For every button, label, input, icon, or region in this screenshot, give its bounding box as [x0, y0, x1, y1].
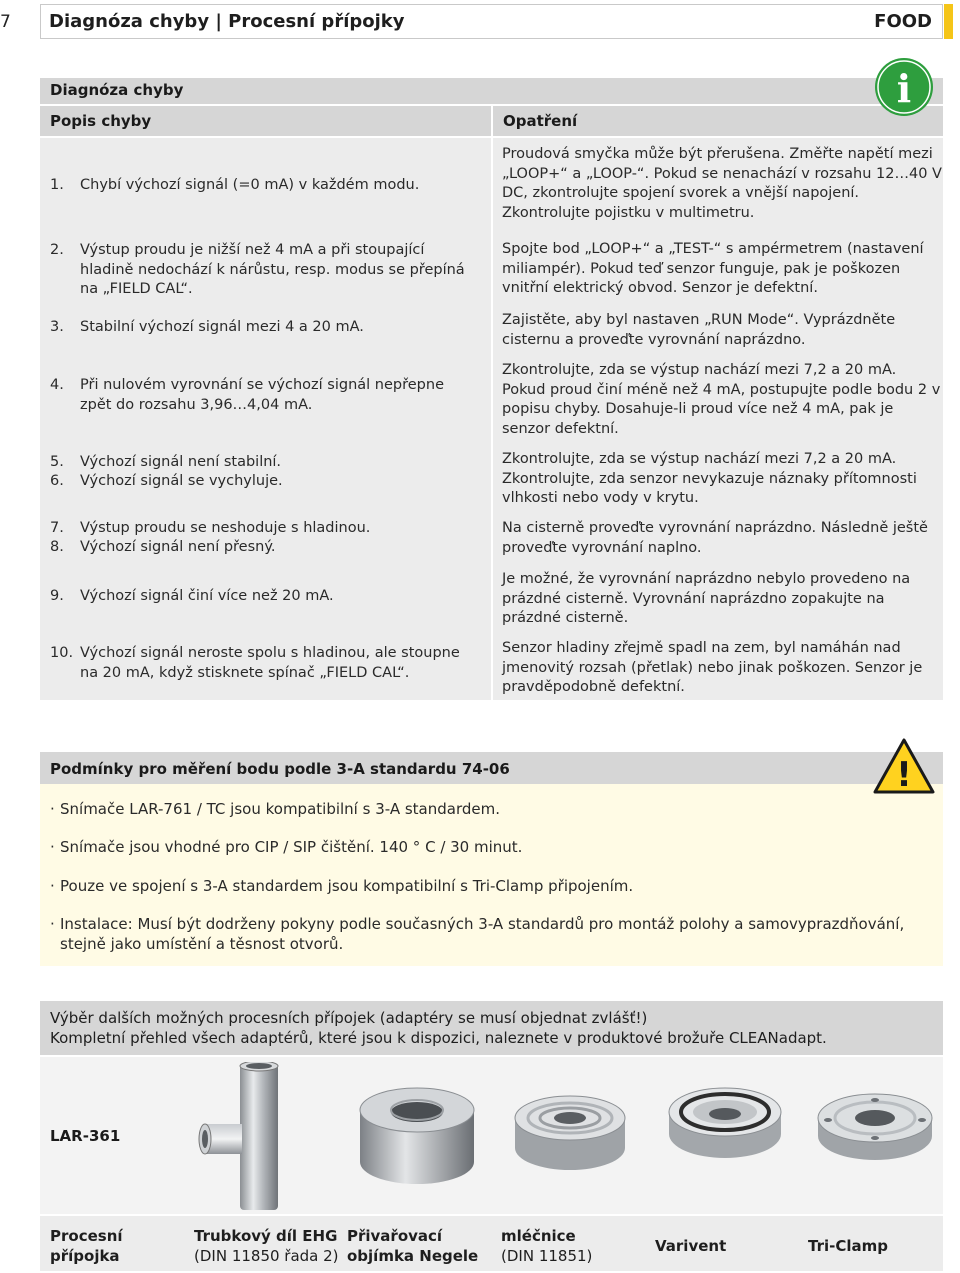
problem-item: 1. Chybí výchozí signál (=0 mA) v každém modu.	[50, 177, 420, 193]
action-item: Senzor hladiny zřejmě spadl na zem, byl namáhán nad jmenovitý rozsah (přetlak) nebo jinak poškozen. Senzor je pravděpodobně defektní.	[502, 640, 923, 695]
info-icon-glyph: i	[896, 66, 912, 111]
standard-heading: Podmínky pro měření bodu podle 3-A standardu 74-06	[50, 760, 510, 778]
dairy-adapter-image	[505, 1078, 635, 1193]
problem-column	[40, 138, 491, 700]
accent-bar	[944, 4, 953, 39]
adapter-label-varivent: Varivent	[655, 1237, 727, 1255]
weld-socket-image	[352, 1080, 482, 1200]
varivent-adapter-image	[655, 1072, 795, 1192]
problem-item: 6. Výchozí signál se vychyluje.	[50, 473, 283, 489]
tube-part-image	[196, 1062, 316, 1212]
action-item: Zkontrolujte, zda se výstup nachází mezi 7,2 a 20 mA. Zkontrolujte, zda senzor nevykazuje náznaky přítomnosti vlhkosti nebo vody v krytu.	[502, 451, 917, 506]
standard-item: · Snímače LAR-761 / TC jsou kompatibilní s 3-A standardem.	[50, 800, 500, 818]
product-name: LAR-361	[50, 1127, 121, 1145]
action-item: Na cisterně proveďte vyrovnání naprázdno. Následně ještě proveďte vyrovnání naplno.	[502, 520, 928, 556]
problem-item: 7. Výstup proudu se neshoduje s hladinou.	[50, 520, 371, 536]
problem-item: 3. Stabilní výchozí signál mezi 4 a 20 mA.	[50, 319, 364, 335]
standard-item: · Pouze ve spojení s 3-A standardem jsou kompatibilní s Tri-Clamp připojením.	[50, 877, 634, 895]
standard-item: · Snímače jsou vhodné pro CIP / SIP čištění. 140 ° C / 30 minut.	[50, 838, 523, 856]
adapters-brochure-note: Kompletní přehled všech adaptérů, které jsou k dispozici, naleznete v produktové brožuře CLEANadapt.	[50, 1029, 827, 1047]
adapter-label-tri-clamp: Tri-Clamp	[808, 1237, 888, 1255]
info-icon	[874, 57, 934, 117]
problem-item: 4. Při nulovém vyrovnání se výchozí signál nepřepne zpět do rozsahu 3,96…4,04 mA.	[50, 377, 444, 413]
problem-item: 2. Výstup proudu je nižší než 4 mA a při stoupající hladině nedochází k nárůstu, resp. modus se přepíná na „FIELD CAL“.	[50, 242, 465, 297]
warning-icon-glyph: !	[896, 755, 912, 795]
problem-column-header	[40, 106, 491, 136]
problem-item: 5. Výchozí signál není stabilní.	[50, 454, 282, 470]
action-item: Zajistěte, aby byl nastaven „RUN Mode“. Vyprázdněte cisternu a proveďte vyrovnání naprázdno.	[502, 312, 896, 348]
action-item: Proudová smyčka může být přerušena. Změřte napětí mezi „LOOP+“ a „LOOP-“. Pokud se nenachází v rozsahu 12…40 V DC, zkontrolujte spojení svorek a vnější napojení. Zkontrolujte pojistku v multimetru.	[502, 146, 942, 221]
problem-item: 8. Výchozí signál není přesný.	[50, 539, 276, 555]
adapter-label-tube: Trubkový díl EHG (DIN 11850 řada 2)	[194, 1227, 339, 1265]
adapters-note: Výběr dalších možných procesních přípojek (adaptéry se musí objednat zvlášť!)	[50, 1009, 648, 1027]
diagnosis-heading-bar	[40, 78, 943, 104]
adapter-label-dairy: mléčnice (DIN 11851)	[501, 1227, 593, 1265]
action-item: Spojte bod „LOOP+“ a „TEST-“ s ampérmetrem (nastavení miliampér). Pokud teď senzor funguje, pak je poškozen vnitřní elektrický obvod. Senzor je defektní.	[502, 241, 924, 296]
tri-clamp-adapter-image	[810, 1070, 940, 1195]
page-title: Diagnóza chyby | Procesní přípojky	[49, 11, 405, 32]
category-badge: FOOD	[874, 11, 932, 32]
action-column-title: Opatření	[503, 112, 578, 130]
adapter-label-process: Procesní přípojka	[50, 1227, 123, 1265]
diagnosis-heading: Diagnóza chyby	[50, 81, 184, 99]
adapters-image-row	[40, 1057, 943, 1214]
page-number: 7	[0, 12, 11, 32]
action-item: Je možné, že vyrovnání naprázdno nebylo provedeno na prázdné cisterně. Vyrovnání naprázdno zopakujte na prázdné cisterně.	[502, 571, 911, 626]
action-item: Zkontrolujte, zda se výstup nachází mezi 7,2 a 20 mA. Pokud proud činí méně než 4 mA, postupujte podle bodu 2 v popisu chyby. Dosahuje-li proud více než 4 mA, pak je senzor defektní.	[502, 362, 941, 437]
problem-item: 10. Výchozí signál neroste spolu s hladinou, ale stoupne na 20 mA, když stisknete spínač „FIELD CAL“.	[50, 645, 460, 681]
adapter-label-weld-socket: Přivařovací objímka Negele	[347, 1227, 479, 1265]
warning-icon	[872, 737, 936, 795]
adapters-heading-bar	[40, 1001, 943, 1055]
page-header	[40, 4, 943, 39]
problem-column-title: Popis chyby	[50, 112, 152, 130]
standard-heading-bar	[40, 752, 943, 784]
standard-item: · Instalace: Musí být dodrženy pokyny podle současných 3-A standardů pro montáž polohy a samovyprazdňování, stejně jako umístění a těsnost otvorů.	[50, 915, 905, 953]
problem-item: 9. Výchozí signál činí více než 20 mA.	[50, 588, 334, 604]
